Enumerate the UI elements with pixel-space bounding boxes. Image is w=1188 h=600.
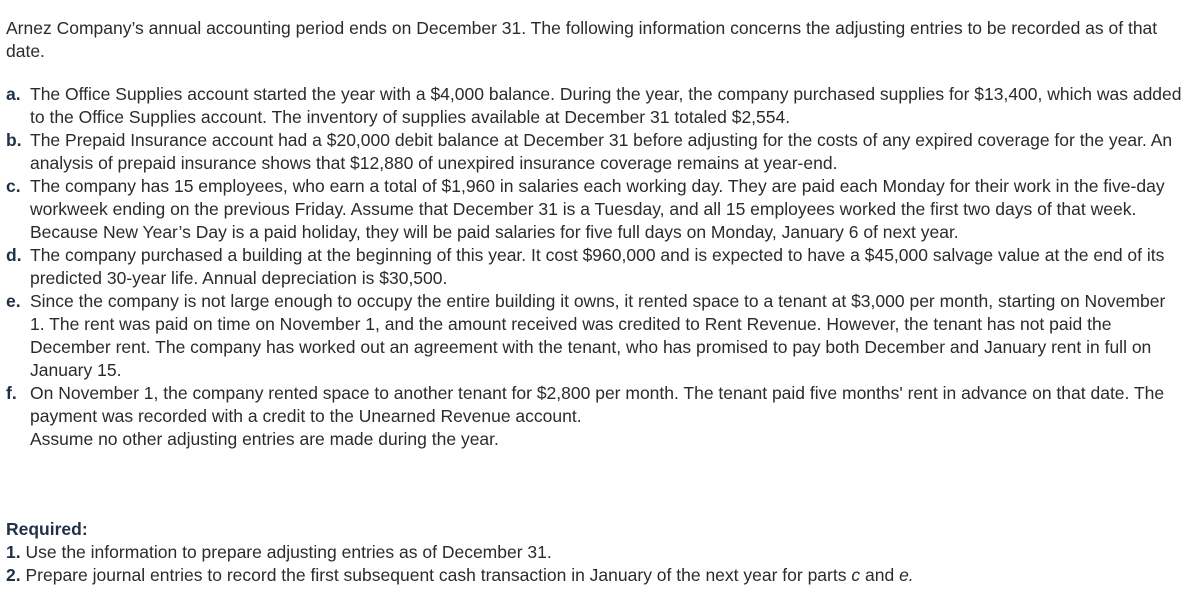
- required-number: 2.: [6, 565, 21, 585]
- assumption-note: Assume no other adjusting entries are made during the year.: [30, 429, 499, 449]
- item-letter: a.: [6, 84, 21, 104]
- adjustment-list: [6, 83, 1182, 451]
- part-c-label: c: [851, 565, 861, 585]
- item-text: On November 1, the company rented space to another tenant for $2,800 per month. The tenant paid five months' rent in advance on that date. The payment was recorded with a credit to the Unearned Revenue account.: [30, 383, 1165, 426]
- required-item-1: [6, 541, 1176, 564]
- required-text: Use the information to prepare adjusting entries as of December 31.: [25, 542, 552, 562]
- list-item-b: [6, 129, 1182, 175]
- item-letter: f.: [6, 383, 17, 403]
- item-letter: c.: [6, 176, 21, 196]
- list-item-d: [6, 244, 1182, 290]
- intro-paragraph: Arnez Company’s annual accounting period ends on December 31. The following information concerns the adjusting entries to be recorded as of that date.: [6, 18, 1158, 61]
- item-text: The company purchased a building at the beginning of this year. It cost $960,000 and is expected to have a $45,000 salvage value at the end of its predicted 30-year life. Annual depreciation is $30,500.: [30, 245, 1165, 288]
- item-text: The company has 15 employees, who earn a total of $1,960 in salaries each working day. They are paid each Monday for their work in the five-day workweek ending on the previous Friday. Assume that December 31 is a Tuesday, and all 15 employees worked the first two days of that week. Because New Year’s Day is a paid holiday, they will be paid salaries for five full days on Monday, January 6 of next year.: [30, 176, 1165, 242]
- item-letter: b.: [6, 130, 22, 150]
- item-text: The Prepaid Insurance account had a $20,000 debit balance at December 31 before adjusting for the costs of any expired coverage for the year. An analysis of prepaid insurance shows that $12,880 of unexpired insurance coverage remains at year-end.: [30, 130, 1173, 173]
- required-number: 1.: [6, 542, 21, 562]
- item-text: Since the company is not large enough to occupy the entire building it owns, it rented space to a tenant at $3,000 per month, starting on November 1. The rent was paid on time on November 1, and the amount received was credited to Rent Revenue. However, the tenant has not paid the December rent. The company has worked out an agreement with the tenant, who has promised to pay both December and January rent in full on January 15.: [30, 291, 1166, 380]
- required-section: [6, 518, 1176, 587]
- list-item-f: [6, 382, 1182, 428]
- required-item-2: [6, 564, 1176, 587]
- required-text: Prepare journal entries to record the first subsequent cash transaction in January of the next year for parts: [25, 565, 847, 585]
- required-heading: Required:: [6, 519, 88, 539]
- item-text: The Office Supplies account started the year with a $4,000 balance. During the year, the company purchased supplies for $13,400, which was added to the Office Supplies account. The inventory of supplies available at December 31 totaled $2,554.: [30, 84, 1182, 127]
- list-item-e: [6, 290, 1182, 382]
- item-letter: d.: [6, 245, 22, 265]
- list-item-a: [6, 83, 1182, 129]
- item-letter: e.: [6, 291, 21, 311]
- and-word: and: [864, 565, 895, 585]
- part-e-label: e.: [899, 565, 914, 585]
- list-item-c: [6, 175, 1182, 244]
